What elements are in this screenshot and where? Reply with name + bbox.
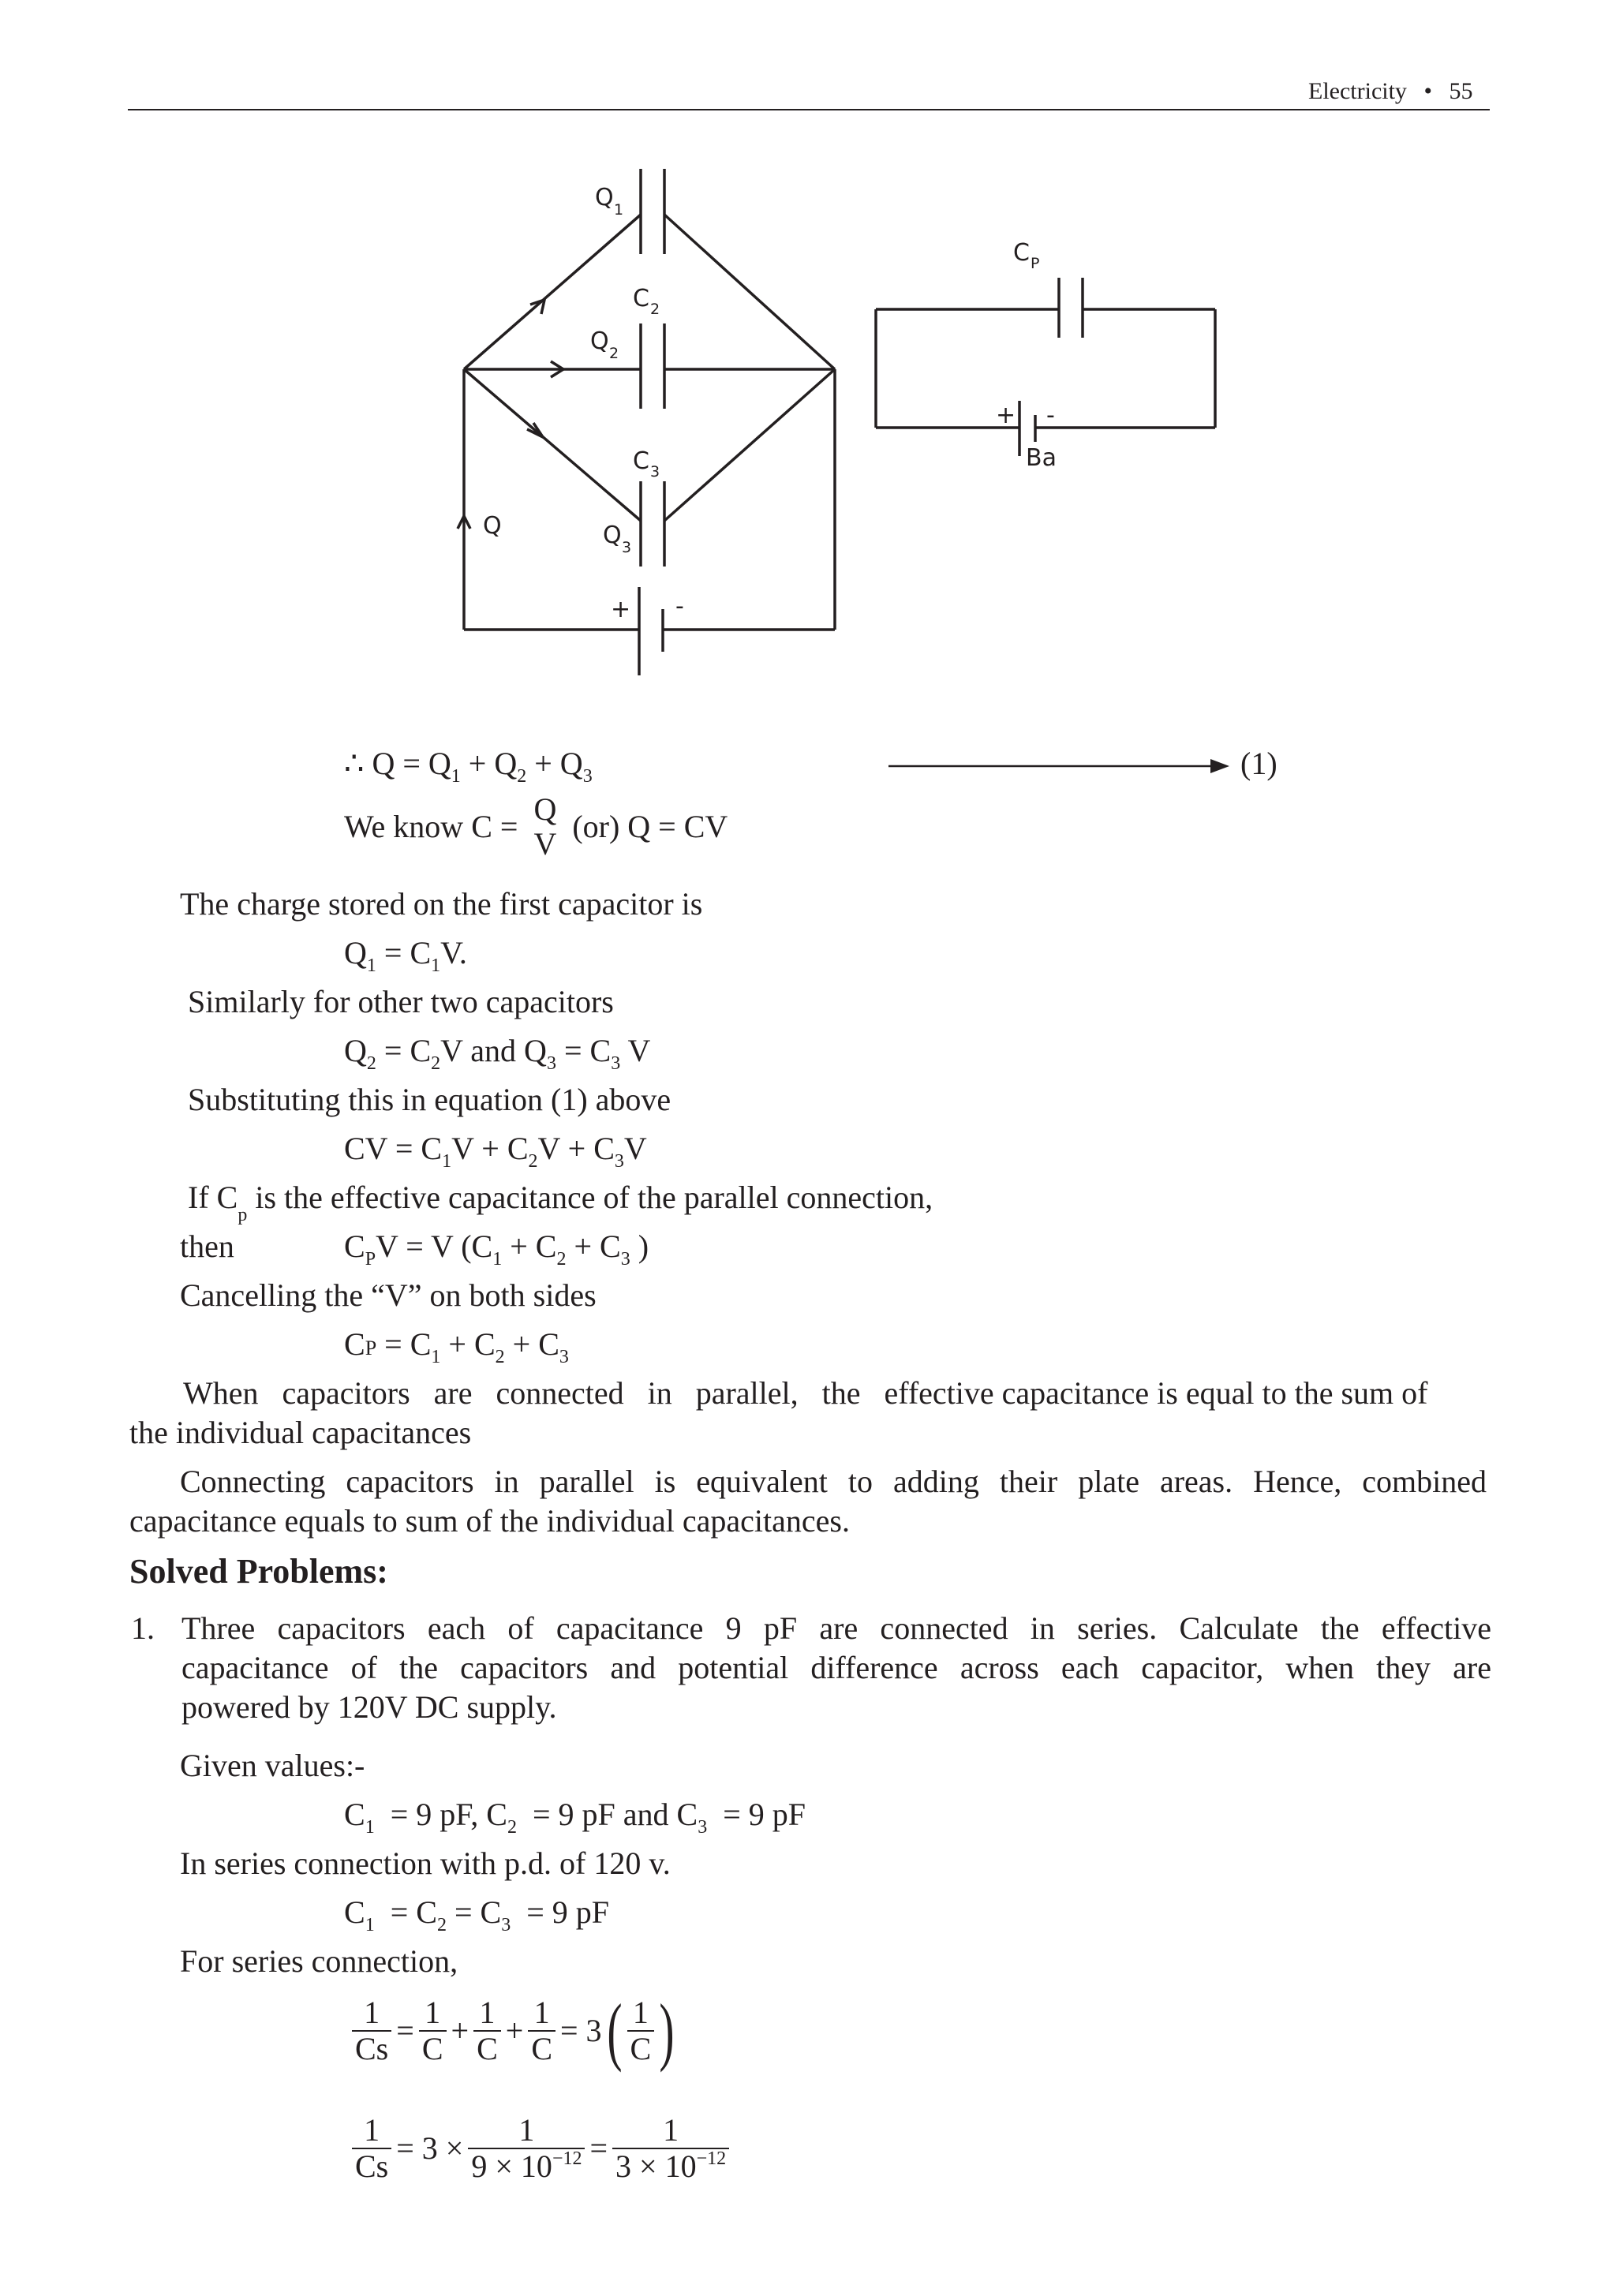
equation-q1 [344,934,467,976]
denominator: C [477,2031,498,2066]
denominator: Cs [355,2031,389,2066]
arrow-head [530,300,544,314]
eq1-sub: 1 [451,766,461,787]
header-bullet: • [1423,78,1432,104]
eq1-sub: 3 [582,766,593,787]
eq-sub: 3 [611,1053,621,1074]
label-ba: Ba [1026,444,1057,472]
operator: = 3 × [396,2130,464,2166]
text-line-then: then [180,1228,234,1264]
label-cp: C [1013,239,1030,267]
eq-part: V + C [537,1131,615,1166]
label-q2-sub: 2 [609,345,619,362]
equation-cpv [344,1228,649,1270]
page-number: 55 [1449,78,1473,104]
header-section: Electricity [1308,78,1407,104]
label-q1-sub: 1 [614,201,624,219]
eq-part: + C [566,1228,621,1264]
denominator [612,2149,729,2184]
eq-sub: 1 [365,1915,375,1935]
series-result-formula [347,2113,734,2184]
eq-small: P [365,1337,377,1359]
label-plus: + [611,596,631,623]
fraction [352,1995,391,2066]
numerator: 1 [528,1995,556,2032]
label-q: Q [483,512,502,540]
label-minus-ba: - [1046,402,1055,429]
label-q3-sub: 3 [622,539,632,556]
therefore-symbol: ∴ [344,746,365,781]
fraction-q-over-v [530,792,559,862]
equation-number: (1) [1240,746,1277,781]
line-part: is the effective capacitance of the parallel connection, [247,1180,933,1215]
eq-part: V + C [451,1131,529,1166]
eq-part: + C [502,1228,557,1264]
eq-part: C [344,1894,365,1930]
wire-lower-left [464,369,641,521]
denominator-base: 9 × 10 [471,2148,552,2184]
numerator: 1 [419,1995,447,2032]
eq-part: = C [374,1894,437,1930]
eq1-part: + Q [526,746,583,781]
eq-part: V = V (C [376,1228,493,1264]
eq-sub: 2 [556,1249,567,1270]
eq-sub: 2 [528,1151,538,1172]
eq-part: V [623,1131,647,1166]
label-q2: Q [590,327,609,355]
text-line: Cancelling the “V” on both sides [180,1277,597,1313]
denominator: Cs [355,2148,389,2184]
operator: = [396,2013,414,2048]
fraction-numerator: Q [533,791,557,827]
eq1-part: + Q [460,746,518,781]
operator: + [451,2013,469,2048]
eq2-tail: (or) Q = CV [564,809,728,844]
eq-part: = 9 pF and C [516,1797,698,1832]
fraction [627,1995,655,2066]
label-q3: Q [603,522,622,549]
eq-part: C [344,1797,365,1832]
label-minus: - [675,593,684,620]
given-values [344,1796,806,1838]
text-line: Similarly for other two capacitors [188,984,614,1019]
eq-sub: 2 [431,1053,441,1074]
eq-sub: 3 [614,1151,624,1172]
eq-sub: 2 [366,1053,376,1074]
eq-part: + C [504,1326,559,1362]
equation-capacitance [344,792,728,862]
eq-sub: 1 [442,1151,452,1172]
paren-right: ) [659,1988,675,2073]
eq-part: = 9 pF, C [374,1797,507,1832]
problem-text-line: capacitance of the capacitors and potential difference across each capacitor, when they are [181,1650,1491,1685]
eq-sub: 3 [620,1249,630,1270]
eq-part: = 9 pF [511,1894,609,1930]
eq1-part: Q = Q [364,746,451,781]
wire-top-right [664,215,835,369]
eq-sub: 2 [436,1915,447,1935]
problem-text-line: powered by 120V DC supply. [181,1689,557,1725]
eq-part: V [620,1033,651,1068]
fraction [528,1995,556,2066]
denominator: C [531,2031,552,2066]
denominator: C [421,2031,443,2066]
circuit-diagram [0,0,1616,710]
eq-sub: 1 [431,1347,441,1367]
fraction-denominator: V [533,826,557,862]
eq1-sub: 2 [517,766,527,787]
numerator: 1 [352,1995,391,2032]
operator: = 3 [560,2013,602,2048]
eq-sub: 1 [492,1249,503,1270]
eq-sub: 2 [495,1347,505,1367]
eq-part: Q [344,1033,367,1068]
wire-lower-right [664,369,835,521]
eq-part: = C [376,1326,432,1362]
eq-part: Q [344,935,367,970]
label-cp-sub: P [1031,255,1040,272]
numerator: 1 [468,2113,585,2149]
eq-part: ) [630,1228,649,1264]
eq-sub: 3 [501,1915,511,1935]
eq-part: V. [440,935,467,970]
operator: = [589,2130,608,2166]
denominator [468,2149,585,2184]
exponent: −12 [696,2148,727,2169]
eq-sub: 3 [546,1053,556,1074]
equation-cp-sum [344,1326,569,1367]
equation-q2-q3 [344,1032,651,1074]
numerator: 1 [612,2113,729,2149]
fraction [352,2113,391,2184]
text-line: For series connection, [180,1943,458,1979]
text-line: The charge stored on the first capacitor is [180,886,703,922]
text-line: In series connection with p.d. of 120 v. [180,1845,671,1881]
eq-sub: 1 [366,955,376,976]
equal-capacitances [344,1894,609,1935]
line-sub: p [238,1205,248,1225]
eq-part: C [344,1326,365,1362]
paragraph-line: When capacitors are connected in parallel, the effective capacitance is equal to the sum of [183,1375,1428,1411]
eq-part: = C [376,935,432,970]
series-formula [347,1988,679,2073]
equation-1 [344,745,593,787]
eq-sub: 3 [698,1817,708,1838]
eq-part: CV = C [344,1131,443,1166]
fraction [473,1995,501,2066]
exponent: −12 [552,2148,582,2169]
given-label: Given values:- [180,1748,365,1783]
numerator: 1 [473,1995,501,2032]
eq-part: = C [556,1033,612,1068]
problem-number: 1. [131,1610,155,1646]
eq-part: C [344,1228,365,1264]
line-part: If C [188,1180,238,1215]
eq-sub: 2 [507,1817,517,1838]
paren-left: ( [606,1988,623,2073]
numerator: 1 [352,2113,391,2149]
eq-part: + C [440,1326,496,1362]
label-c2: C [633,285,649,312]
fraction [468,2113,585,2184]
equation-arrow [888,754,1236,778]
operator: + [505,2013,524,2048]
eq-sub: 3 [559,1347,569,1367]
eq-part: = C [376,1033,432,1068]
fraction [419,1995,447,2066]
eq-part: = C [446,1894,502,1930]
label-q1: Q [595,184,614,211]
section-heading: Solved Problems: [129,1552,388,1591]
denominator: C [630,2031,652,2066]
text-line [188,1179,933,1225]
eq2-lead: We know C = [344,809,526,844]
eq-part: = 9 pF [707,1797,806,1832]
eq-sub: P [365,1249,376,1270]
label-c3-sub: 3 [650,463,660,481]
problem-text-line: Three capacitors each of capacitance 9 pF are connected in series. Calculate the effective [181,1610,1491,1646]
paragraph-line: Connecting capacitors in parallel is equivalent to adding their plate areas. Hence, combined [180,1464,1487,1499]
eq-part: V and Q [440,1033,547,1068]
label-plus-ba: + [996,402,1016,429]
denominator-base: 3 × 10 [615,2148,697,2184]
text-line: Substituting this in equation (1) above [188,1082,671,1117]
paragraph-line: the individual capacitances [129,1415,472,1450]
fraction [612,2113,729,2184]
numerator: 1 [627,1995,655,2032]
label-c3: C [633,447,649,475]
eq-sub: 1 [431,955,441,976]
paragraph-line: capacitance equals to sum of the individual capacitances. [129,1503,850,1539]
eq-sub: 1 [365,1817,375,1838]
label-c2-sub: 2 [650,301,660,318]
equation-cv [344,1130,647,1172]
